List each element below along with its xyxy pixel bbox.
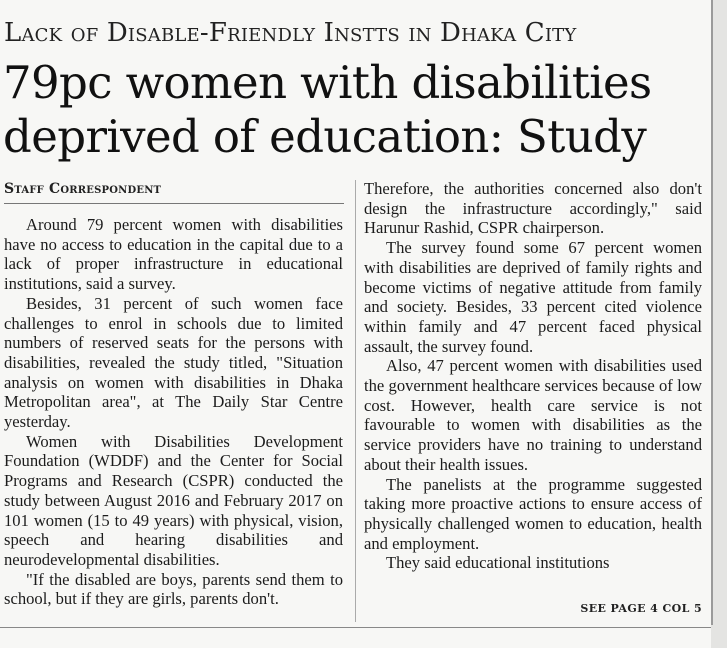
article-column-left — [4, 215, 343, 609]
headline — [3, 56, 709, 164]
paragraph: "If the disabled are boys, parents send them to school, but if they are girls, parents don't. — [4, 569, 343, 609]
paragraph: Also, 47 percent women with disabilities used the government healthcare services because of low cost. However, health care service is not favourable to women with disabilities as the service providers have no training to understand about their health issues. — [364, 356, 702, 474]
paragraph: The survey found some 67 percent women with disabilities are deprived of family rights and become victims of negative attitude from family and society. Besides, 33 percent cited violence within family and 47 percent faced physical assault, the survey found. — [364, 238, 702, 356]
kicker: Lack of Disable-Friendly Instts in Dhaka City — [4, 18, 577, 48]
paragraph: Women with Disabilities Development Foundation (WDDF) and the Center for Social Programs and Research (CSPR) conducted the study between August 2016 and February 2017 on 101 women (15 to 49 years) with physical, vision, speech and hearing disabilities and neurodevelopmental disabilities. — [4, 431, 343, 569]
continuation-note: SEE PAGE 4 COL 5 — [580, 602, 702, 615]
paragraph: Around 79 percent women with disabilities have no access to education in the capital due to a lack of proper infrastructure in educational institutions, said a survey. — [4, 215, 343, 294]
byline-divider — [4, 203, 344, 204]
article-column-right — [364, 179, 702, 573]
paragraph: Therefore, the authorities concerned also don't design the infrastructure accordingly," said Harunur Rashid, CSPR chairperson. — [364, 179, 702, 238]
paragraph: Besides, 31 percent of such women face challenges to enrol in schools due to limited numbers of reserved seats for the persons with disabilities, revealed the study titled, "Situation analysis on women with disabilities in Dhaka Metropolitan area", at The Daily Star Centre yesterday. — [4, 293, 343, 432]
headline-line-1: 79pc women with disabilities — [3, 56, 652, 109]
page-edge — [711, 0, 727, 648]
column-divider — [355, 180, 356, 622]
paragraph: They said educational institutions — [386, 553, 610, 573]
page-edge-line — [711, 0, 713, 625]
byline: Staff Correspondent — [4, 181, 162, 197]
paragraph: The panelists at the programme suggested taking more proactive actions to ensure access of physically challenged women to education, health and employment. — [364, 474, 702, 553]
bottom-divider — [0, 627, 711, 628]
headline-line-2: deprived of education: Study — [3, 110, 647, 163]
